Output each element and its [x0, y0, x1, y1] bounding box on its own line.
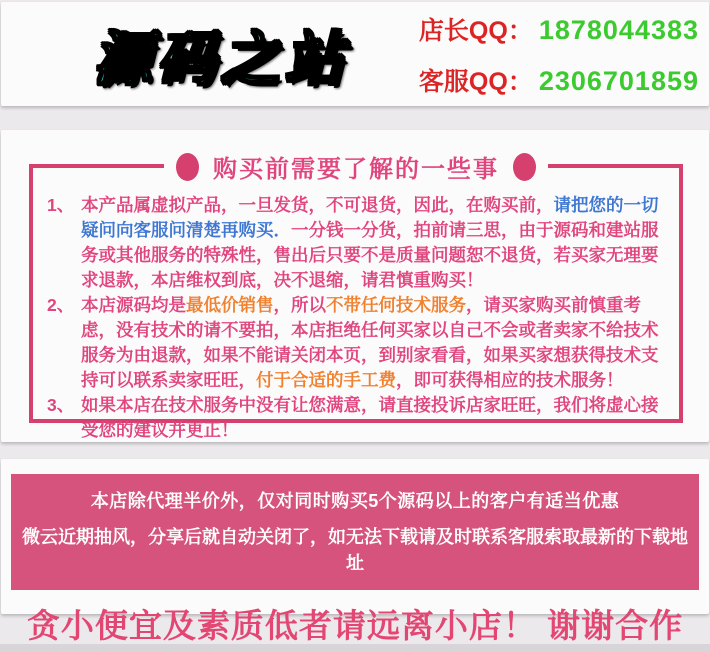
promo-card	[1, 459, 709, 644]
item-text	[81, 293, 671, 393]
site-logo: 源码之站	[93, 27, 350, 92]
text-segment-blue: 请把您的一切疑问向客服问清楚再购买．	[81, 195, 659, 240]
text-segment-orange: 付于合适的手工费	[256, 370, 396, 390]
text-segment-pink: ，所以	[273, 295, 326, 315]
notice-item	[47, 293, 671, 393]
notice-card	[1, 130, 709, 442]
header-card	[1, 2, 709, 106]
item-number: 2、	[47, 295, 75, 315]
text-segment-orange: 最低价销售	[186, 295, 274, 315]
service-qq-number: 2306701859	[538, 65, 699, 96]
promo-banner	[11, 474, 699, 590]
item-text	[81, 393, 671, 443]
notice-list	[33, 168, 679, 443]
text-segment-pink: ，即可获得相应的技术服务！	[396, 370, 624, 390]
text-segment-pink: 一分钱一分货，拍前请三思，由于源码和建站服务或其他服务的特殊性，售出后只要不是质量问题恕不退货，若买家无理要求退款，本店维权到底，决不退缩，请君慎重购买！	[81, 220, 659, 290]
owner-qq-label: 店长QQ：	[418, 16, 533, 45]
notice-box	[29, 156, 683, 440]
bottom-divider	[0, 644, 710, 652]
owner-qq-number: 1878044383	[538, 14, 699, 45]
contact-row-service	[419, 62, 699, 98]
contact-list	[419, 11, 699, 98]
notice-title: 购买前需要了解的一些事	[213, 156, 499, 183]
text-segment-pink: 如果本店在技术服务中没有让您满意，请直接投诉店家旺旺，我们将虚心接受您的建议并更正！	[81, 395, 659, 440]
text-segment-orange: 不带任何技术服务	[326, 295, 466, 315]
warning-text: 贪小便宜及素质低者请远离小店！ 谢谢合作	[26, 607, 684, 644]
item-number: 3、	[47, 395, 75, 415]
item-text	[81, 193, 671, 293]
notice-header	[164, 149, 548, 184]
banner-line: 本店除代理半价外，仅对同时购买5个源码以上的客户有适当优惠	[90, 491, 620, 511]
notice-item	[47, 393, 671, 443]
text-segment-pink: 本产品属虚拟产品，一旦发货，不可退货，因此，在购买前，	[81, 195, 554, 215]
banner-line: 微云近期抽风，分享后就自动关闭了，如无法下载请及时联系客服索取最新的下载地址	[22, 527, 688, 573]
notice-item	[47, 193, 671, 293]
header-dot-left-icon	[176, 153, 199, 181]
contact-row-owner	[419, 11, 699, 47]
item-number: 1、	[47, 195, 75, 215]
header-dot-right-icon	[513, 153, 536, 181]
service-qq-label: 客服QQ：	[418, 67, 533, 96]
text-segment-pink: 本店源码均是	[81, 295, 186, 315]
text-segment-pink: ，请买家购买前慎重考虑，没有技术的请不要拍，本店拒绝任何买家以自己不会或者卖家不给技术服务为由退款，如果不能请关闭本页，到别家看看，如果买家想获得技术支持可以联系卖家旺旺，	[81, 295, 659, 390]
